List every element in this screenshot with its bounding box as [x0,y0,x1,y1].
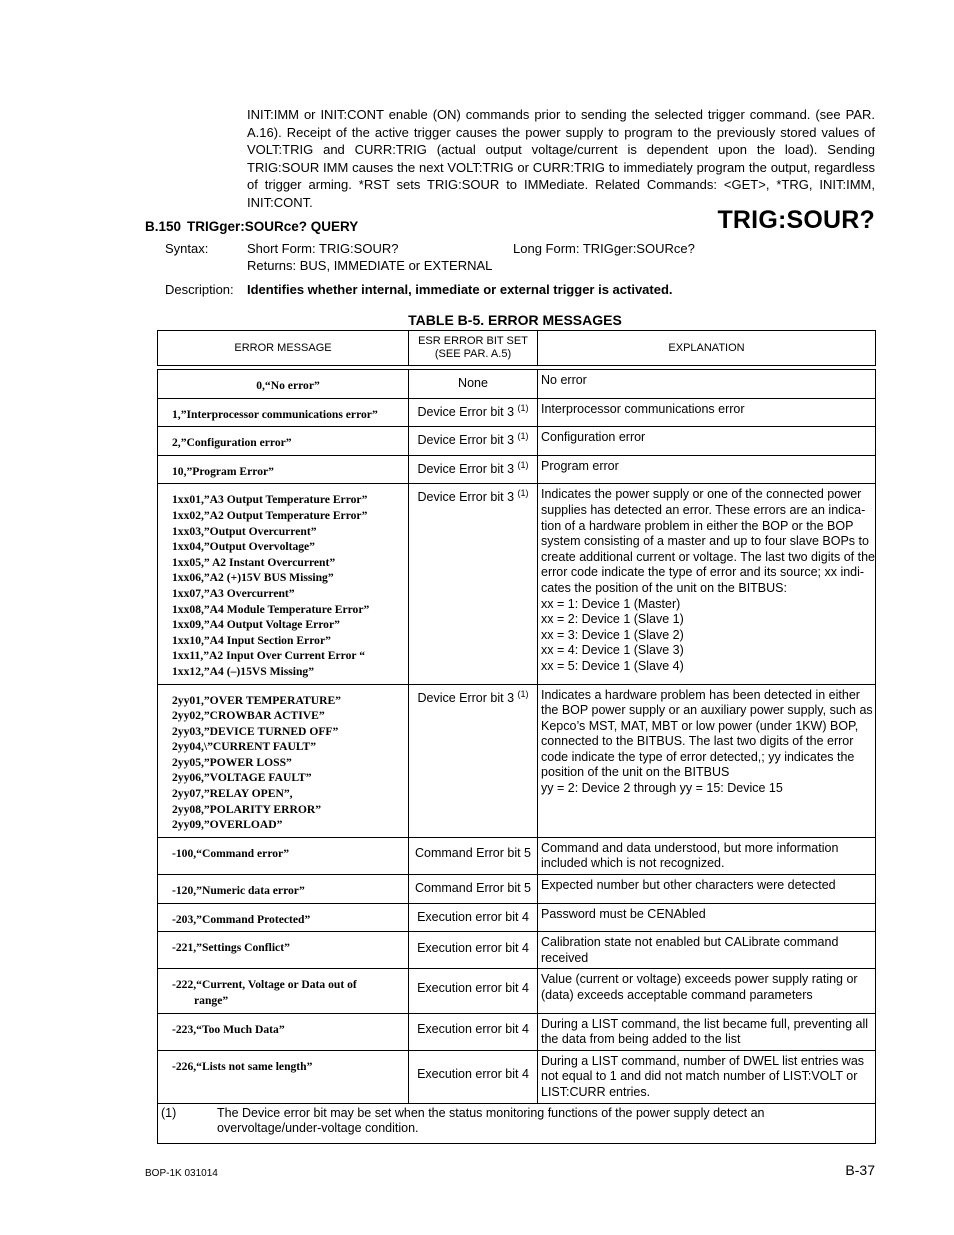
esr-bit-text: None [458,376,488,390]
esr-bit-text: Command Error bit 5 [414,881,531,896]
error-message-text: 1xx11,”A2 Input Over Current Error “ [172,649,366,663]
table-header-row [158,331,876,366]
explanation-text: xx = 2: Device 1 (Slave 1) [541,612,684,627]
explanation-text: code indicate the type of error detected,; yy indicates the [541,749,855,764]
explanation-text: included which is not recognized. [541,856,725,871]
error-message-cell [158,1013,409,1050]
explanation-text: Interprocessor communications error [541,401,745,416]
esr-bit-text: Command Error bit 5 [414,846,531,861]
section-number: B.150 [145,219,182,234]
esr-bit-text: Device Error bit 3 [417,404,515,419]
error-message-cell [158,1050,409,1103]
explanation-text: xx = 1: Device 1 (Master) [541,596,681,611]
returns-text: Returns: BUS, IMMEDIATE or EXTERNAL [247,258,493,273]
error-message-text: 1xx09,”A4 Output Voltage Error” [172,618,340,632]
error-message-text: 2,”Configuration error” [172,436,292,450]
error-message-cell [158,903,409,932]
esr-bit-cell [409,1013,538,1050]
esr-bit-cell [409,837,538,874]
esr-bit-text: Execution error bit 4 [417,1021,529,1036]
explanation-text: tion of a hardware problem in either the BOP or the BOP [541,518,854,533]
table-row [158,484,876,684]
explanation-text: Configuration error [541,430,646,445]
explanation-text: Password must be CENAbled [541,906,706,921]
table-row [158,455,876,484]
explanation-text: error code indicate the type of error and its source; xx indi- [541,565,865,580]
header-esr-bit-line1: ESR ERROR BIT SET [418,335,528,347]
error-message-cell [158,398,409,427]
esr-bit-cell [409,875,538,904]
explanation-text: system consisting of a master and up to four slave BOPs to [541,534,869,549]
esr-bit-text: Device Error bit 3 [417,690,515,705]
explanation-text: Indicates the power supply or one of the connected power [541,487,862,502]
table-row [158,1050,876,1103]
description-text: Identifies whether internal, immediate or external trigger is activated. [247,282,673,297]
esr-bit-cell [409,427,538,456]
table-row [158,875,876,904]
esr-bit-text: Device Error bit 3 [417,461,515,476]
error-message-text: -226,“Lists not same length” [172,1059,313,1073]
error-message-text: 2yy04,\”CURRENT FAULT” [172,740,317,754]
intro-line: Sending TRIG:SOUR IMM causes the next VOLT:TRIG or CURR:TRIG to immediately program the [247,142,875,175]
intro-line: <GET>, *TRG, INIT:IMM, INIT:CONT. [247,177,875,210]
explanation-cell [538,837,876,874]
error-message-text: 2yy05,”POWER LOSS” [172,755,292,769]
error-message-text: 2yy07,”RELAY OPEN”, [172,787,293,801]
esr-bit-cell [409,484,538,684]
error-message-text: 2yy09,”OVERLOAD” [172,818,283,832]
header-esr-bit [409,331,538,366]
error-message-text: 1xx04,”Output Overvoltage” [172,540,315,554]
explanation-text: cates the position of the unit on the BITBUS: [541,580,787,595]
esr-bit-cell [409,903,538,932]
explanation-cell [538,427,876,456]
error-message-text: -203,”Command Protected” [172,912,311,926]
error-message-text: 1xx02,”A2 Output Temperature Error” [172,508,368,522]
esr-bit-text: Execution error bit 4 [417,981,529,996]
explanation-text: During a LIST command, the list became full, preventing all [541,1016,869,1031]
esr-bit-text: Device Error bit 3 [417,433,515,448]
error-message-text: 1xx12,”A4 (–)15VS Missing” [172,664,315,678]
header-explanation: EXPLANATION [538,331,876,366]
explanation-text: xx = 4: Device 1 (Slave 3) [541,643,684,658]
explanation-cell [538,1013,876,1050]
esr-bit-text: Execution error bit 4 [417,1066,529,1081]
error-message-cell [158,969,409,1013]
table-row [158,1013,876,1050]
explanation-text: the data from being added to the list [541,1032,741,1047]
explanation-text: Value (current or voltage) exceeds power supply rating or [541,972,858,987]
table-title: TABLE B-5. ERROR MESSAGES [408,312,622,328]
error-message-text: 1xx07,”A3 Overcurrent” [172,586,295,600]
intro-line: INIT:IMM or INIT:CONT enable (ON) commands prior to sending the selected trigger command. (see [247,107,841,122]
table-row [158,427,876,456]
esr-bit-text: Execution error bit 4 [417,909,529,924]
explanation-cell [538,484,876,684]
explanation-text: (data) exceeds acceptable command parameters [541,988,813,1002]
explanation-text: Expected number but other characters were detected [541,878,836,893]
footer-doc-id: BOP-1K 031014 [145,1168,218,1179]
footnote-ref: (1) [517,459,529,470]
error-message-cell [158,484,409,684]
error-message-text: 2yy08,”POLARITY ERROR” [172,802,322,816]
explanation-text: position of the unit on the BITBUS [541,765,730,780]
explanation-text: not equal to 1 and did not match number of LIST:VOLT or [541,1069,858,1084]
footnote-cell [158,1103,876,1143]
error-message-text: -120,”Numeric data error” [172,884,305,898]
header-error-message: ERROR MESSAGE [158,331,409,366]
command-title: TRIG:SOUR? [717,206,875,234]
table-row [158,370,876,399]
error-messages-table [157,330,876,1144]
table-row [158,684,876,837]
error-message-cell [158,370,409,399]
header-esr-bit-line2: (SEE PAR. A.5) [434,348,512,360]
esr-bit-cell [409,370,538,399]
explanation-cell [538,398,876,427]
table-body [158,370,876,1104]
error-message-text: range” [194,994,229,1007]
explanation-cell [538,1050,876,1103]
explanation-text: Calibration state not enabled but CALibrate command [541,935,839,950]
long-form: Long Form: TRIGger:SOURce? [513,241,695,256]
explanation-text: LIST:CURR entries. [541,1084,651,1099]
footnote-ref: (1) [517,488,529,499]
error-message-text: 2yy06,”VOLTAGE FAULT” [172,771,312,785]
esr-bit-text: Device Error bit 3 [417,490,515,505]
esr-bit-cell [409,1050,538,1103]
error-message-text: -222,“Current, Voltage or Data out of [172,978,357,992]
explanation-text: xx = 3: Device 1 (Slave 2) [541,627,684,642]
table-row [158,837,876,874]
error-message-text: 1xx06,”A2 (+)15V BUS Missing” [172,571,334,585]
error-message-cell [158,684,409,837]
error-message-text: 2yy02,”CROWBAR ACTIVE” [172,709,325,723]
esr-bit-text: Execution error bit 4 [417,940,529,955]
footnote-ref: (1) [517,431,529,442]
error-message-cell [158,837,409,874]
footnote-ref: (1) [517,688,529,699]
intro-text [247,106,875,212]
error-message-text: 10,”Program Error” [172,464,274,478]
explanation-text: During a LIST command, number of DWEL list entries was [541,1053,865,1068]
footnote-ref: (1) [517,402,529,413]
explanation-cell [538,969,876,1013]
explanation-text: xx = 5: Device 1 (Slave 4) [541,658,684,673]
footnote-mark: (1) [161,1105,177,1120]
section-heading [145,219,358,234]
error-message-text: 1xx01,”A3 Output Temperature Error” [172,493,368,507]
table-row [158,398,876,427]
explanation-cell [538,932,876,969]
error-message-text: 1xx03,”Output Overcurrent” [172,524,317,538]
explanation-cell [538,684,876,837]
intro-paragraph [247,106,875,212]
error-message-cell [158,427,409,456]
esr-bit-cell [409,398,538,427]
esr-bit-cell [409,455,538,484]
error-message-cell [158,932,409,969]
explanation-text: yy = 2: Device 2 through yy = 15: Device 15 [541,781,783,796]
explanation-text: Kepco’s MST, MAT, MBT or low power (under 1KW) BOP, [541,718,859,733]
intro-line: values of VOLT:TRIG and CURR:TRIG (actual output voltage/current is dependent upon the load). [247,124,875,158]
esr-bit-cell [409,932,538,969]
footer-page-number: B-37 [845,1162,875,1178]
section-title: TRIGger:SOURce? QUERY [187,219,359,234]
explanation-text: supplies has detected an error. These errors are an indica- [541,502,866,517]
explanation-cell [538,370,876,399]
error-message-text: -100,“Command error” [172,846,289,860]
short-form: Short Form: TRIG:SOUR? [247,241,399,256]
explanation-cell [538,903,876,932]
explanation-cell [538,455,876,484]
error-message-text: -221,”Settings Conflict” [172,941,290,955]
error-message-cell [158,875,409,904]
explanation-text: create additional current or voltage. The last two digits of the [541,549,875,564]
explanation-text: the BOP power supply or an auxiliary power supply, such as [541,703,873,718]
error-message-text: 1,”Interprocessor communications error” [172,407,378,421]
error-message-text: 1xx08,”A4 Module Temperature Error” [172,602,370,616]
error-message-text: 0,“No error” [256,379,320,392]
esr-bit-cell [409,969,538,1013]
intro-line: PAR. A.16). Receipt of the active trigger causes the power supply to program to the previously stored [247,107,875,140]
esr-bit-cell [409,684,538,837]
explanation-text: No error [541,373,587,387]
error-message-text: 2yy01,”OVER TEMPERATURE” [172,693,341,707]
table-row [158,932,876,969]
table-row [158,969,876,1013]
explanation-text: Indicates a hardware problem has been detected in either [541,687,860,702]
error-message-cell [158,455,409,484]
error-message-text: 1xx10,”A4 Input Section Error” [172,633,331,647]
error-message-text: 2yy03,”DEVICE TURNED OFF” [172,724,339,738]
error-message-text: -223,“Too Much Data” [172,1022,285,1036]
syntax-label: Syntax: [165,241,209,256]
table-footnote-row [158,1103,876,1143]
footnote-text: The Device error bit may be set when the status monitoring functions of the power supply detect an overvoltage/under-voltage condition. [217,1105,765,1136]
intro-line: output, regardless of trigger arming. *RST sets TRIG:SOUR to IMMediate. Related Commands: [247,159,875,193]
explanation-text: Program error [541,458,619,473]
explanation-cell [538,875,876,904]
explanation-text: received [541,950,589,965]
description-label: Description: [165,282,234,297]
table-row [158,903,876,932]
error-message-text: 1xx05,” A2 Instant Overcurrent” [172,555,336,569]
explanation-text: connected to the BITBUS. The last two digits of the error [541,734,854,749]
explanation-text: Command and data understood, but more information [541,840,839,855]
